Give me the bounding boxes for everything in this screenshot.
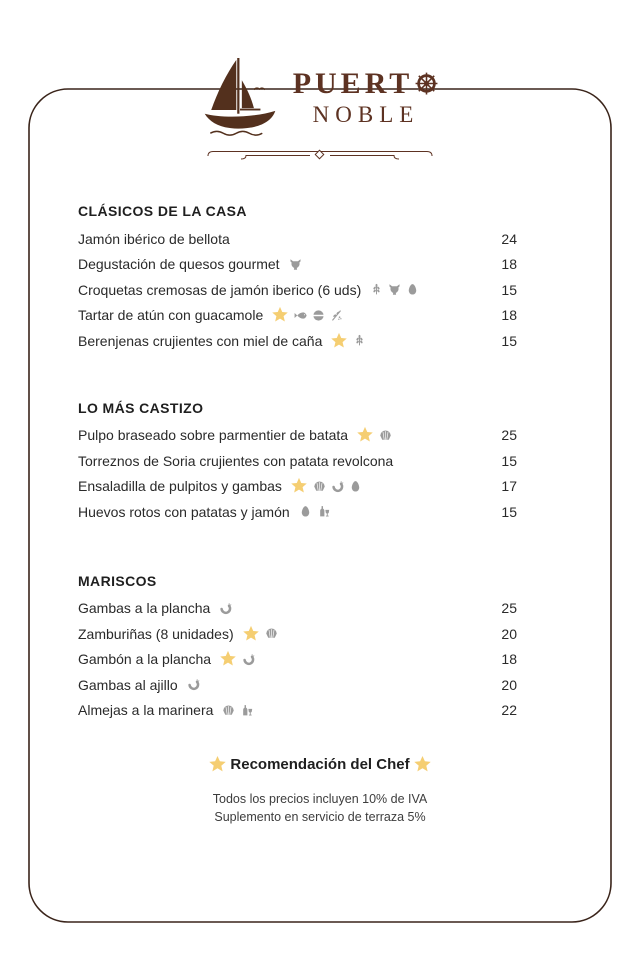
star-icon (271, 306, 289, 324)
menu-item-row (78, 499, 517, 525)
section-title: CLÁSICOS DE LA CASA (78, 203, 247, 219)
iva-note: Todos los precios incluyen 10% de IVA (212, 792, 428, 806)
dish-price: 20 (501, 625, 517, 642)
brand-line1-text: PUERT (292, 66, 414, 100)
menu-content (0, 203, 640, 723)
star-icon (356, 426, 374, 444)
dish-icons (238, 625, 278, 643)
ornamental-divider (205, 146, 435, 163)
menu-item-row (78, 621, 517, 647)
crustacean-icon (242, 653, 255, 666)
egg-icon (406, 283, 419, 296)
crustacean-icon (331, 480, 344, 493)
dish-price: 15 (501, 281, 517, 298)
dish-name: Tartar de atún con guacamole (78, 307, 264, 324)
dish-icons (182, 678, 200, 691)
dish-name: Almejas a la marinera (78, 702, 214, 719)
dish-price: 17 (501, 478, 517, 495)
chef-recommendation-note (0, 755, 640, 774)
menu-item-row (78, 277, 517, 303)
dish-icons (217, 704, 253, 717)
brand-name (292, 66, 440, 127)
star-icon (219, 650, 237, 668)
dish-price: 18 (501, 307, 517, 324)
menu-footer (0, 755, 640, 826)
section-title: MARISCOS (78, 572, 157, 589)
sesame-icon (312, 309, 325, 322)
egg-icon (349, 480, 362, 493)
menu-item-row (78, 698, 517, 724)
menu-item-row (78, 596, 517, 622)
ship-wheel-icon (414, 71, 439, 96)
sailboat-icon (201, 56, 279, 138)
dish-price: 24 (501, 230, 517, 247)
dairy-icon (289, 258, 302, 271)
dish-name: Jamón ibérico de bellota (78, 230, 230, 247)
menu-item-row (78, 672, 517, 698)
crustacean-icon (187, 678, 200, 691)
dish-name: Zamburiñas (8 unidades) (78, 625, 234, 642)
menu-page (0, 56, 640, 960)
mollusc-icon (265, 627, 278, 640)
dish-icons (214, 602, 232, 615)
dish-price: 22 (501, 702, 517, 719)
legal-notes (0, 790, 640, 826)
mollusc-icon (222, 704, 235, 717)
restaurant-logo (0, 56, 640, 138)
dish-price: 20 (501, 676, 517, 693)
dish-name: Gambón a la plancha (78, 651, 212, 668)
menu-item-row (78, 226, 517, 252)
menu-item-row (78, 647, 517, 673)
dish-name: Pulpo braseado sobre parmentier de batata (78, 427, 349, 444)
sulfites-icon (317, 505, 330, 518)
menu-item-row (78, 328, 517, 354)
dish-name: Berenjenas crujientes con miel de caña (78, 332, 323, 349)
star-icon (413, 755, 432, 774)
star-icon (330, 332, 348, 350)
chef-note-text: Recomendación del Chef (230, 756, 410, 773)
dish-price: 18 (501, 651, 517, 668)
dish-price: 18 (501, 256, 517, 273)
section-title: LO MÁS CASTIZO (78, 399, 204, 416)
sulfites-icon (240, 704, 253, 717)
brand-line2-text: NOBLE (312, 101, 420, 127)
mustard-icon (330, 309, 343, 322)
menu-item-row (78, 303, 517, 329)
fish-icon (294, 309, 307, 322)
dish-icons (294, 505, 330, 518)
dish-name: Ensaladilla de pulpitos y gambas (78, 478, 282, 495)
menu-item-row (78, 474, 517, 500)
menu-item-row (78, 252, 517, 278)
menu-item-row (78, 423, 517, 449)
crustacean-icon (219, 602, 232, 615)
dish-name: Huevos rotos con patatas y jamón (78, 503, 290, 520)
dish-icons (352, 426, 392, 444)
mollusc-icon (313, 480, 326, 493)
dish-price: 15 (501, 452, 517, 469)
section-castizo (78, 400, 517, 525)
dairy-icon (388, 283, 401, 296)
dish-price: 25 (501, 600, 517, 617)
dish-name: Gambas a la plancha (78, 600, 211, 617)
mollusc-icon (379, 429, 392, 442)
star-icon (290, 477, 308, 495)
terraza-note: Suplemento en servicio de terraza 5% (214, 810, 426, 824)
star-icon (242, 625, 260, 643)
section-clasicos (78, 203, 517, 354)
gluten-icon (370, 283, 383, 296)
menu-item-row (78, 448, 517, 474)
dish-name: Degustación de quesos gourmet (78, 256, 280, 273)
dish-icons (286, 477, 362, 495)
dish-icons (326, 332, 366, 350)
star-icon (208, 755, 227, 774)
dish-name: Croquetas cremosas de jamón iberico (6 uds) (78, 281, 362, 298)
dish-price: 15 (501, 503, 517, 520)
gluten-icon (353, 334, 366, 347)
dish-icons (267, 306, 343, 324)
dish-name: Torreznos de Soria crujientes con patata revolcona (78, 452, 394, 469)
dish-icons (365, 283, 419, 296)
dish-icons (215, 650, 255, 668)
egg-icon (299, 505, 312, 518)
dish-price: 15 (501, 332, 517, 349)
dish-icons (284, 258, 302, 271)
section-mariscos (78, 573, 517, 724)
dish-name: Gambas al ajillo (78, 676, 178, 693)
dish-price: 25 (501, 427, 517, 444)
